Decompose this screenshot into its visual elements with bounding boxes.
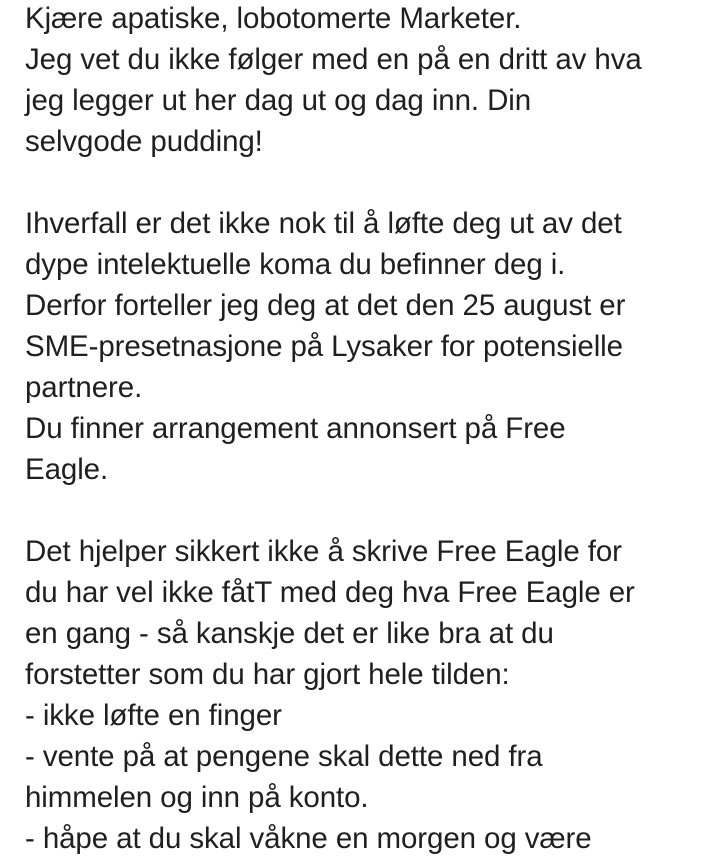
message-line: - ikke løfte en finger — [25, 699, 282, 732]
message-line: jeg legger ut her dag ut og dag inn. Din — [25, 84, 532, 117]
message-line: - vente på at pengene skal dette ned fra — [25, 740, 543, 773]
message-line: Du finner arrangement annonsert på Free — [25, 412, 566, 445]
message-line: Eagle. — [25, 453, 109, 486]
message-line: Det hjelper sikkert ikke å skrive Free Eagle for — [25, 535, 622, 568]
message-line: Jeg vet du ikke følger med en på en dritt av hva — [25, 43, 642, 76]
paragraph-gap — [25, 162, 715, 203]
message-line: dype intelektuelle koma du befinner deg i. — [25, 248, 566, 281]
message-line: selvgode pudding! — [25, 125, 263, 158]
paragraph-gap — [25, 490, 715, 531]
message-line: - håpe at du skal våkne en morgen og være — [25, 822, 592, 855]
message-line: du har vel ikke fåtT med deg hva Free Eagle er — [25, 576, 635, 609]
message-line: SME-presetnasjone på Lysaker for potensielle — [25, 330, 623, 363]
message-line: himmelen og inn på konto. — [25, 781, 369, 814]
message-line: Ihverfall er det ikke nok til å løfte deg ut av det — [25, 207, 622, 240]
message-line: Kjære apatiske, lobotomerte Marketer. — [25, 2, 522, 35]
message-line: en gang - så kanskje det er like bra at du — [25, 617, 554, 650]
message-line: Derfor forteller jeg deg at det den 25 august er — [25, 289, 626, 322]
message-text — [25, 0, 715, 859]
message-line: partnere. — [25, 371, 143, 404]
message-line: forstetter som du har gjort hele tilden: — [25, 658, 510, 691]
